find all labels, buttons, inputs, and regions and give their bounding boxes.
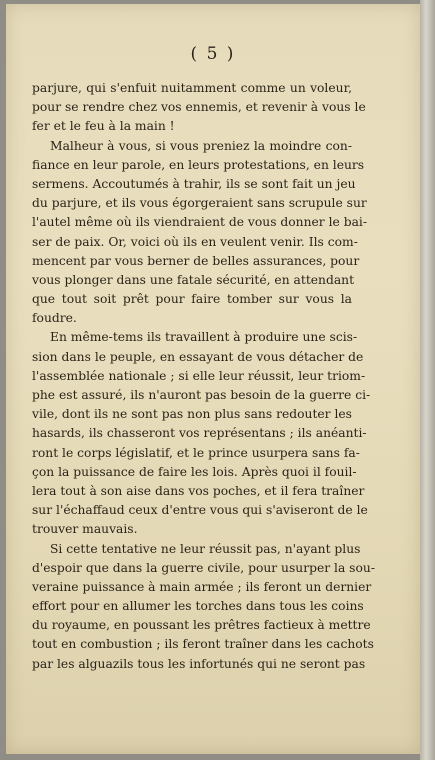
text-line: ront le corps législatif, et le prince usurpera sans fa-	[32, 445, 360, 460]
text-line: mencent par vous berner de belles assurances, pour	[32, 253, 360, 268]
text-line: sur l'échaffaud ceux d'entre vous qui s'aviseront de le	[32, 503, 368, 518]
text-line: foudre.	[32, 311, 77, 326]
text-line: que tout soit prêt pour faire tomber sur vous la	[32, 292, 352, 307]
text-line: phe est assuré, ils n'auront pas besoin de la guerre ci-	[32, 388, 371, 402]
text-line: pour se rendre chez vos ennemis, et revenir à vous le	[32, 100, 366, 115]
text-line: vile, dont ils ne sont pas non plus sans redouter les	[32, 407, 352, 422]
page-binding-edge	[420, 0, 435, 760]
text-line: Malheur à vous, si vous preniez la moindre con-	[50, 138, 352, 153]
text-line: veraine puissance à main armée ; ils feront un dernier	[32, 579, 372, 594]
text-line: d'espoir que dans la guerre civile, pour usurper la sou-	[32, 560, 375, 575]
text-line: vous plonger dans une fatale sécurité, en attendant	[32, 272, 355, 287]
text-line: Si cette tentative ne leur réussit pas, n'ayant plus	[50, 541, 361, 556]
text-line: parjure, qui s'enfuit nuitamment comme un voleur,	[32, 81, 352, 95]
text-line: En même-tems ils travaillent à produire une scis-	[50, 330, 358, 345]
book-page	[6, 4, 420, 754]
text-line: sion dans le peuple, en essayant de vous détacher de	[32, 349, 364, 364]
text-line: ser de paix. Or, voici où ils en veulent venir. Ils com-	[32, 234, 358, 249]
text-line: par les alguazils tous les infortunés qui ne seront pas	[32, 656, 366, 671]
text-line: tout en combustion ; ils feront traîner dans les cachots	[32, 637, 374, 652]
text-line: hasards, ils chasseront vos représentans ; ils anéanti-	[32, 426, 367, 441]
text-line: l'autel même où ils viendraient de vous donner le bai-	[32, 215, 368, 230]
text-line: çon la puissance de faire les lois. Après quoi il fouil-	[32, 464, 357, 479]
text-line: du royaume, en poussant les prêtres factieux à mettre	[32, 618, 371, 633]
text-line: sermens. Accoutumés à trahir, ils se sont fait un jeu	[32, 176, 356, 191]
page-number: ( 5 )	[190, 44, 236, 64]
text-line: fer et le feu à la main !	[32, 119, 175, 134]
text-line: l'assemblée nationale ; si elle leur réussit, leur triom-	[32, 368, 366, 383]
text-line: lera tout à son aise dans vos poches, et il fera traîner	[32, 483, 365, 498]
text-line: du parjure, et ils vous égorgeraient sans scrupule sur	[32, 196, 367, 211]
text-line: trouver mauvais.	[32, 522, 138, 537]
body-text	[32, 79, 375, 674]
text-line: fiance en leur parole, en leurs protestations, en leurs	[32, 157, 365, 172]
text-line: effort pour en allumer les torches dans tous les coins	[32, 599, 364, 614]
